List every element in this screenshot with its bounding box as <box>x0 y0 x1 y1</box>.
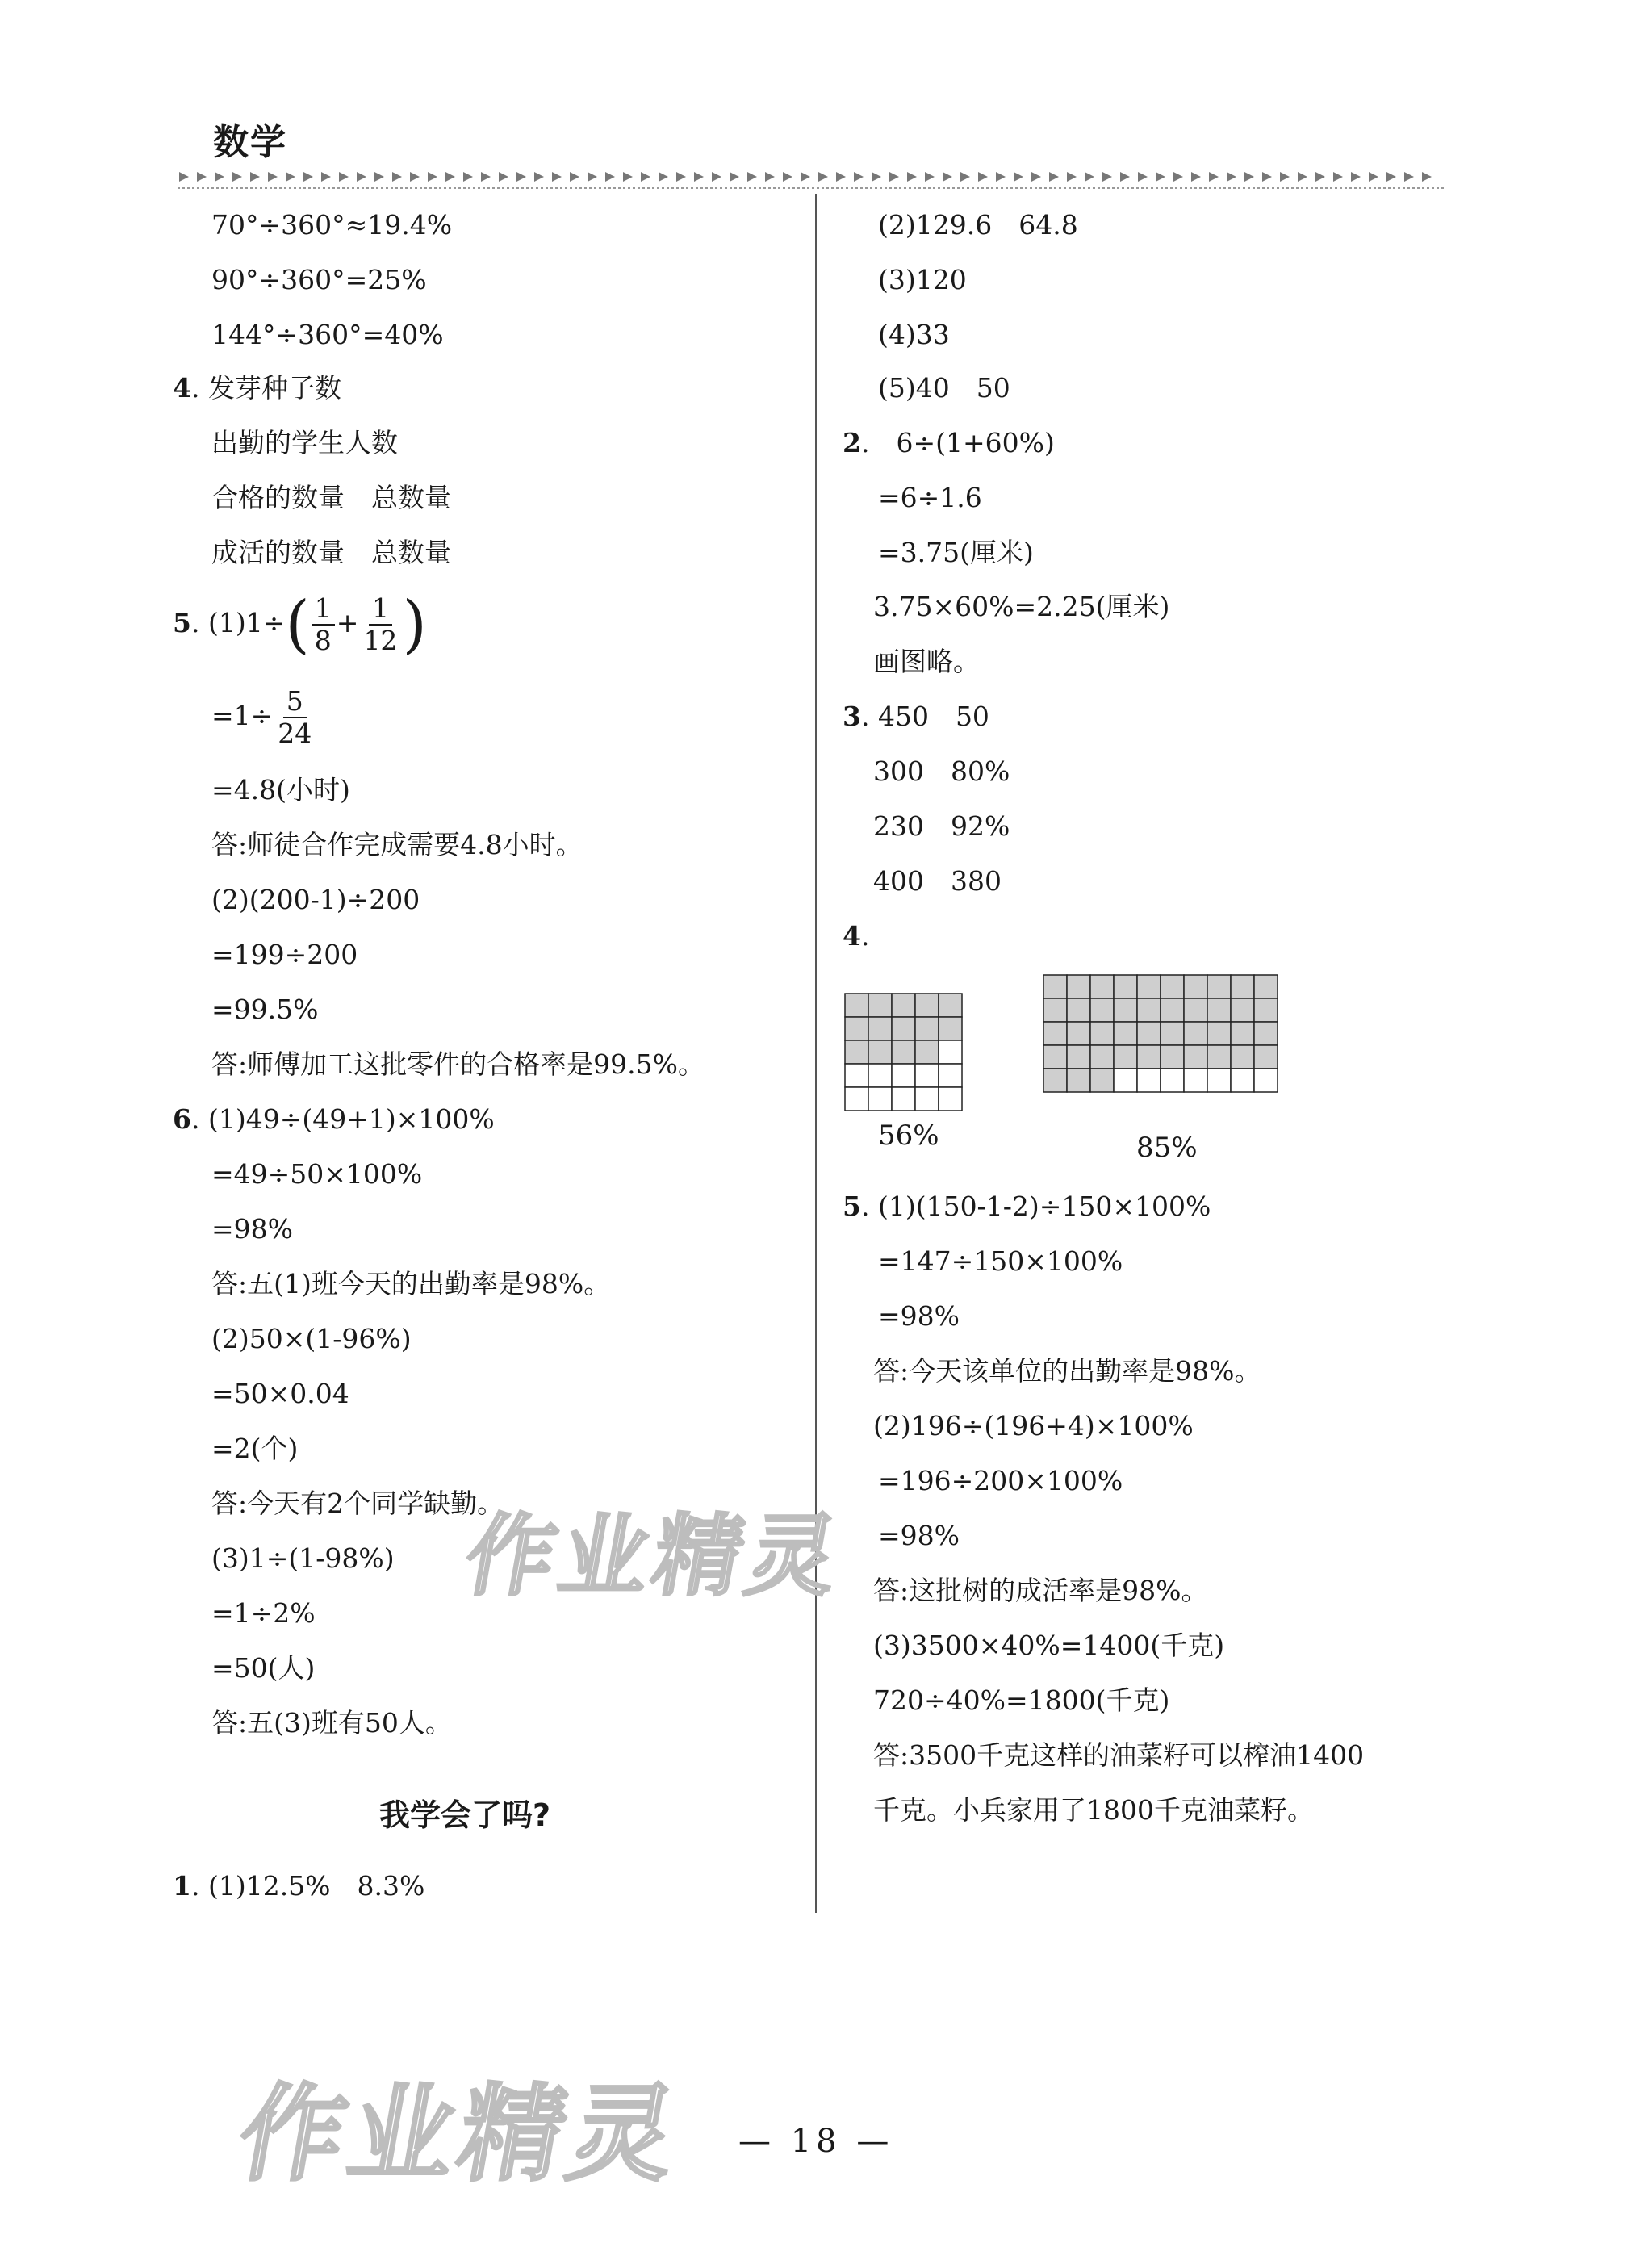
text-line: (3)3500×40%=1400(千克) <box>873 1630 1225 1661</box>
grid-cell-shaded <box>1161 1022 1184 1045</box>
grid-cell-shaded <box>1114 1022 1137 1045</box>
grid-cell-shaded <box>915 994 939 1017</box>
grid-cell <box>939 1087 962 1111</box>
text-line: (1)(150-1-2)÷150×100% <box>877 1190 1211 1222</box>
grid-cell-shaded <box>1090 975 1114 998</box>
question-5-line1: 5. (1)1÷( $\frac{1}{8}$ + $\frac{1}{12}$ ) <box>173 588 427 661</box>
question-4: 4. 发芽种子数 <box>173 372 341 404</box>
grid-cell-shaded <box>1043 998 1067 1022</box>
question-number: 3 <box>843 701 861 732</box>
grid-cell-shaded <box>1254 998 1278 1022</box>
grid-cell-shaded <box>845 1017 868 1040</box>
grid-small <box>844 993 963 1115</box>
grid-cell-shaded <box>1231 998 1254 1022</box>
text-line: (4)33 <box>878 319 950 350</box>
grid-small-caption: 56% <box>878 1119 939 1152</box>
grid-cell-shaded <box>845 1040 868 1064</box>
text-line: 答:师徒合作完成需要4.8小时。 <box>211 829 583 860</box>
question-number: 4 <box>843 920 861 952</box>
grid-cell-shaded <box>939 994 962 1017</box>
grid-cell <box>868 1087 892 1111</box>
question-5-line2 <box>211 686 316 749</box>
grid-cell-shaded <box>1067 1045 1090 1069</box>
grid-cell-shaded <box>1114 1045 1137 1069</box>
grid-cell-shaded <box>1067 1069 1090 1092</box>
grid-large-caption: 85% <box>1136 1132 1198 1164</box>
grid-cell-shaded <box>1137 1045 1161 1069</box>
grid-cell-shaded <box>1114 998 1137 1022</box>
text-line: =147÷150×100% <box>878 1245 1123 1277</box>
percentage-grid <box>844 993 963 1111</box>
question-number: 1 <box>173 1870 191 1902</box>
text-line: 720÷40%=1800(千克) <box>873 1684 1170 1716</box>
text-line: 答:今天该单位的出勤率是98%。 <box>873 1355 1261 1387</box>
question-2: 2. 6÷(1+60%) <box>843 427 1055 458</box>
numerator: 1 <box>369 593 392 626</box>
column-divider <box>815 194 817 1913</box>
grid-cell-shaded <box>1043 975 1067 998</box>
grid-cell-shaded <box>1137 1022 1161 1045</box>
grid-cell-shaded <box>915 1040 939 1064</box>
percentage-grid <box>1043 974 1278 1093</box>
text-line: (1)49÷(49+1)×100% <box>207 1103 495 1135</box>
grid-cell-shaded <box>1090 1022 1114 1045</box>
text-line: =49÷50×100% <box>211 1158 423 1190</box>
text-line: (3)120 <box>878 264 967 295</box>
numerator: 5 <box>283 686 307 718</box>
grid-cell <box>939 1064 962 1087</box>
grid-cell-shaded <box>1254 1022 1278 1045</box>
grid-cell-shaded <box>892 994 915 1017</box>
text-line: 答:今天有2个同学缺勤。 <box>211 1488 504 1519</box>
text-line: =1÷2% <box>211 1597 316 1629</box>
grid-cell-shaded <box>868 1017 892 1040</box>
grid-cell-shaded <box>939 1017 962 1040</box>
right-paren: ) <box>402 588 427 661</box>
question-number: 2 <box>843 427 861 458</box>
grid-large <box>1043 974 1278 1096</box>
text-line: =50(人) <box>211 1652 316 1684</box>
grid-cell-shaded <box>915 1017 939 1040</box>
grid-cell <box>1137 1069 1161 1092</box>
text-line: (2)50×(1-96%) <box>211 1323 412 1354</box>
text-line: 144°÷360°=40% <box>211 319 444 350</box>
grid-cell-shaded <box>1043 1022 1067 1045</box>
grid-cell-shaded <box>1067 975 1090 998</box>
grid-cell-shaded <box>1184 1022 1207 1045</box>
grid-cell <box>915 1087 939 1111</box>
text-line: (2)129.6 64.8 <box>878 209 1078 241</box>
text-line: 千克。小兵家用了1800千克油菜籽。 <box>873 1794 1314 1826</box>
grid-cell-shaded <box>1207 1045 1231 1069</box>
grid-cell <box>892 1064 915 1087</box>
denominator: 24 <box>278 717 312 749</box>
text-line: =6÷1.6 <box>878 482 982 513</box>
grid-cell-shaded <box>892 1017 915 1040</box>
expression-prefix: (1)1÷ <box>207 607 286 638</box>
grid-cell-shaded <box>1184 1045 1207 1069</box>
grid-cell-shaded <box>1161 975 1184 998</box>
grid-cell-shaded <box>868 994 892 1017</box>
text-line: 3.75×60%=2.25(厘米) <box>873 591 1170 622</box>
question-number: 4 <box>173 372 191 404</box>
text-line: 出勤的学生人数 <box>211 427 398 458</box>
grid-cell <box>845 1064 868 1087</box>
left-paren: ( <box>285 588 310 661</box>
grid-cell-shaded <box>1090 998 1114 1022</box>
fraction <box>360 593 400 656</box>
question-5: 5. (1)(150-1-2)÷150×100% <box>843 1190 1211 1222</box>
text-line: =50×0.04 <box>211 1378 349 1409</box>
grid-cell-shaded <box>845 994 868 1017</box>
watermark: 作业精灵 <box>229 2073 691 2195</box>
question-3: 3. 450 50 <box>843 701 989 732</box>
text-line: (1)12.5% 8.3% <box>207 1870 425 1902</box>
text-line: (3)1÷(1-98%) <box>211 1542 395 1574</box>
grid-cell-shaded <box>1067 998 1090 1022</box>
text-line: 答:这批树的成活率是98%。 <box>873 1575 1208 1606</box>
text-line: =98% <box>211 1213 293 1245</box>
text-line: =99.5% <box>211 994 319 1025</box>
grid-cell-shaded <box>1254 975 1278 998</box>
text-line: (5)40 50 <box>878 372 1010 404</box>
grid-cell-shaded <box>1090 1045 1114 1069</box>
question-number: 6 <box>173 1103 191 1135</box>
grid-cell-shaded <box>892 1040 915 1064</box>
text-line: 450 50 <box>877 701 989 732</box>
text-line: (2)196÷(196+4)×100% <box>873 1410 1194 1442</box>
grid-cell <box>892 1087 915 1111</box>
denominator: 12 <box>363 625 398 656</box>
watermark: 作业精灵 <box>458 1504 851 1608</box>
header-arrow-rule <box>178 165 1445 190</box>
question-6: 6. (1)49÷(49+1)×100% <box>173 1103 495 1135</box>
grid-cell-shaded <box>1207 975 1231 998</box>
grid-cell-shaded <box>1184 998 1207 1022</box>
grid-cell <box>1207 1069 1231 1092</box>
text-line: 300 80% <box>873 755 1010 787</box>
text-line: 答:师傅加工这批零件的合格率是99.5%。 <box>211 1048 705 1080</box>
grid-cell <box>845 1087 868 1111</box>
text-line: =3.75(厘米) <box>878 537 1034 568</box>
grid-cell-shaded <box>1043 1069 1067 1092</box>
grid-cell <box>939 1040 962 1064</box>
grid-cell-shaded <box>1114 975 1137 998</box>
text-line: =196÷200×100% <box>878 1465 1123 1496</box>
fraction <box>274 686 315 749</box>
text-line: =4.8(小时) <box>211 774 350 806</box>
text-line: 90°÷360°=25% <box>211 264 427 295</box>
grid-cell-shaded <box>1067 1022 1090 1045</box>
grid-cell <box>1114 1069 1137 1092</box>
text-line: =98% <box>878 1520 960 1551</box>
expression-prefix: =1÷ <box>211 699 274 731</box>
grid-cell-shaded <box>1184 975 1207 998</box>
grid-cell-shaded <box>1254 1045 1278 1069</box>
grid-cell-shaded <box>1231 975 1254 998</box>
text-line: 发芽种子数 <box>207 372 341 404</box>
text-line: 合格的数量 总数量 <box>211 482 451 513</box>
section-title: 我学会了吗? <box>379 1797 551 1833</box>
grid-cell-shaded <box>1137 998 1161 1022</box>
text-line: 答:五(3)班有50人。 <box>211 1707 452 1739</box>
question-4: 4. <box>843 920 870 952</box>
section-question-1: 1. (1)12.5% 8.3% <box>173 1870 425 1902</box>
grid-cell <box>1161 1069 1184 1092</box>
text-line: 230 92% <box>873 810 1010 842</box>
grid-cell-shaded <box>1231 1045 1254 1069</box>
grid-cell-shaded <box>1207 1022 1231 1045</box>
grid-cell-shaded <box>1161 998 1184 1022</box>
grid-cell-shaded <box>1043 1045 1067 1069</box>
grid-cell-shaded <box>1090 1069 1114 1092</box>
grid-cell-shaded <box>1161 1045 1184 1069</box>
page-number: — 18 — <box>738 2123 894 2160</box>
plus-sign: + <box>336 607 359 638</box>
grid-cell <box>1231 1069 1254 1092</box>
grid-cell <box>915 1064 939 1087</box>
text-line: 答:五(1)班今天的出勤率是98%。 <box>211 1268 611 1299</box>
text-line: =2(个) <box>211 1433 299 1464</box>
text-line: (2)(200-1)÷200 <box>211 884 420 915</box>
grid-cell <box>868 1064 892 1087</box>
text-line: 6÷(1+60%) <box>896 427 1055 458</box>
denominator: 8 <box>314 625 332 656</box>
fraction <box>312 593 335 656</box>
subject-title: 数学 <box>213 122 287 163</box>
text-line: 答:3500千克这样的油菜籽可以榨油1400 <box>873 1739 1365 1771</box>
question-number: 5 <box>173 607 191 638</box>
text-line: 画图略。 <box>873 646 980 677</box>
grid-cell <box>1184 1069 1207 1092</box>
text-line: 400 380 <box>873 865 1002 897</box>
question-number: 5 <box>843 1190 861 1222</box>
grid-cell <box>1254 1069 1278 1092</box>
grid-cell-shaded <box>1137 975 1161 998</box>
text-line: 成活的数量 总数量 <box>211 537 451 568</box>
grid-cell-shaded <box>1207 998 1231 1022</box>
text-line: =98% <box>878 1300 960 1332</box>
numerator: 1 <box>312 593 335 626</box>
text-line: 70°÷360°≈19.4% <box>211 209 453 241</box>
text-line: =199÷200 <box>211 939 358 970</box>
grid-cell-shaded <box>1231 1022 1254 1045</box>
grid-cell-shaded <box>868 1040 892 1064</box>
